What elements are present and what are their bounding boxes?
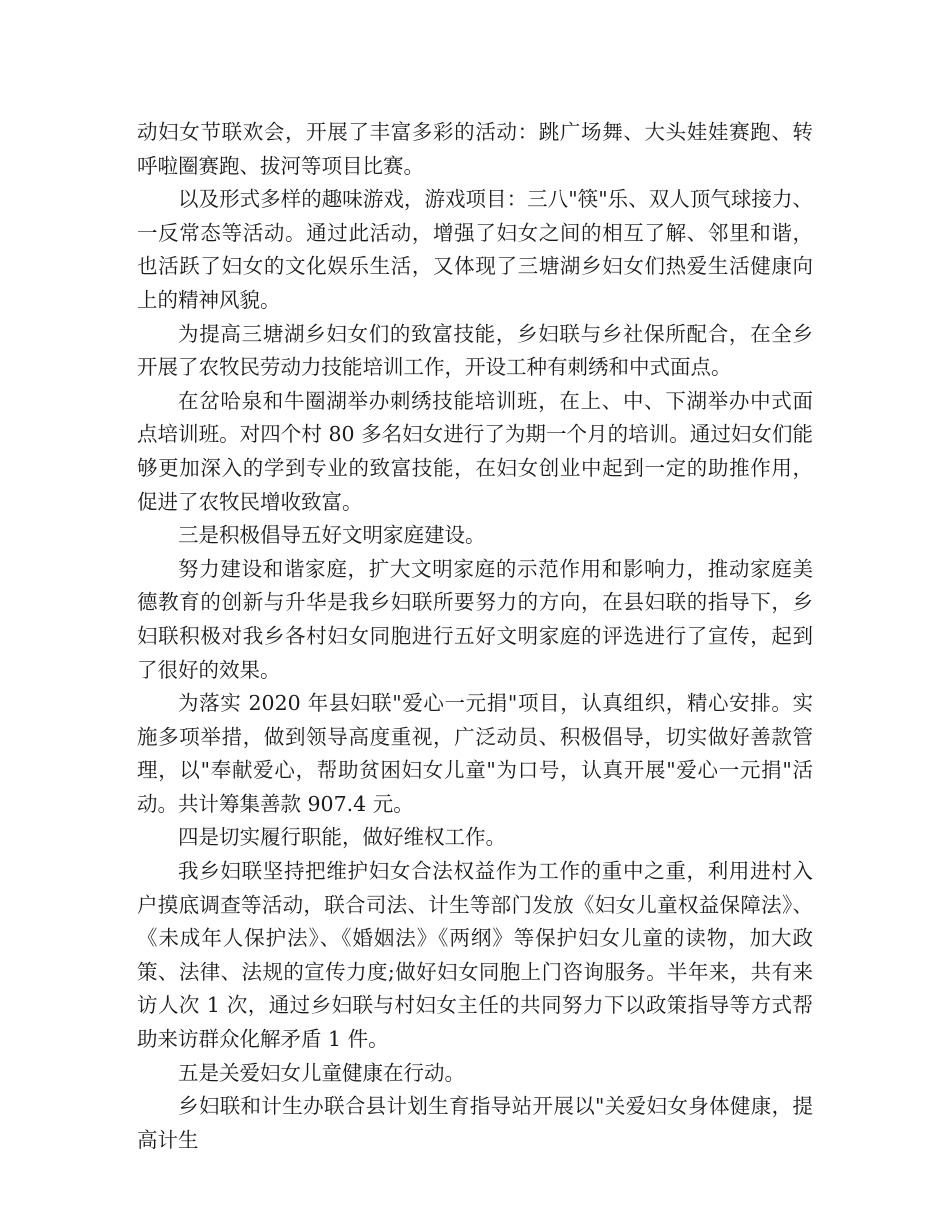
paragraph-5: 努力建设和谐家庭，扩大文明家庭的示范作用和影响力，推动家庭美德教育的创新与升华是我乡妇联所要努力的方向，在县妇联的指导下，乡妇联积极对我乡各村妇女同胞进行五好文明家庭的评选进行了宣传，起到了很好的效果。 <box>137 556 813 682</box>
paragraph-2: 以及形式多样的趣味游戏，游戏项目：三八"筷"乐、双人顶气球接力、一反常态等活动。通过此活动，增强了妇女之间的相互了解、邻里和谐，也活跃了妇女的文化娱乐生活，又体现了三塘湖乡妇女们热爱生活健康向上的精神风貌。 <box>137 187 813 312</box>
paragraph-8: 乡妇联和计生办联合县计划生育指导站开展以"关爱妇女身体健康，提高计生 <box>137 1094 813 1152</box>
paragraph-4: 在岔哈泉和牛圈湖举办刺绣技能培训班，在上、中、下湖举办中式面点培训班。对四个村 80 多名妇女进行了为期一个月的培训。通过妇女们能够更加深入的学到专业的致富技能，在妇女创业中起到一定的助推作用，促进了农牧民增收致富。 <box>137 388 813 514</box>
paragraph-6: 为落实 2020 年县妇联"爱心一元捐"项目，认真组织，精心安排。实施多项举措，做到领导高度重视，广泛动员、积极倡导，切实做好善款管理，以"奉献爱心，帮助贫困妇女儿童"为口号，认真开展"爱心一元捐"活动。共计筹集善款 907.4 元。 <box>137 691 813 816</box>
section-heading-4: 四是切实履行职能，做好维权工作。 <box>178 825 506 850</box>
paragraph-7: 我乡妇联坚持把维护妇女合法权益作为工作的重中之重，利用进村入户摸底调查等活动，联合司法、计生等部门发放《妇女儿童权益保障法》、《未成年人保护法》、《婚姻法》《两纲》等保护妇女儿童的读物，加大政策、法律、法规的宣传力度;做好妇女同胞上门咨询服务。半年来，共有来访人次 1 次，通过乡妇联与村妇女主任的共同努力下以政策指导等方式帮助来访群众化解矛盾 1 件。 <box>137 859 813 1052</box>
paragraph-1: 动妇女节联欢会，开展了丰富多彩的活动：跳广场舞、大头娃娃赛跑、转呼啦圈赛跑、拔河等项目比赛。 <box>137 120 813 178</box>
section-heading-5: 五是关爱妇女儿童健康在行动。 <box>178 1060 465 1085</box>
section-heading-3: 三是积极倡导五好文明家庭建设。 <box>178 523 486 548</box>
document-body <box>137 116 813 1157</box>
paragraph-3: 为提高三塘湖乡妇女们的致富技能，乡妇联与乡社保所配合，在全乡开展了农牧民劳动力技能培训工作，开设工种有刺绣和中式面点。 <box>137 321 813 380</box>
